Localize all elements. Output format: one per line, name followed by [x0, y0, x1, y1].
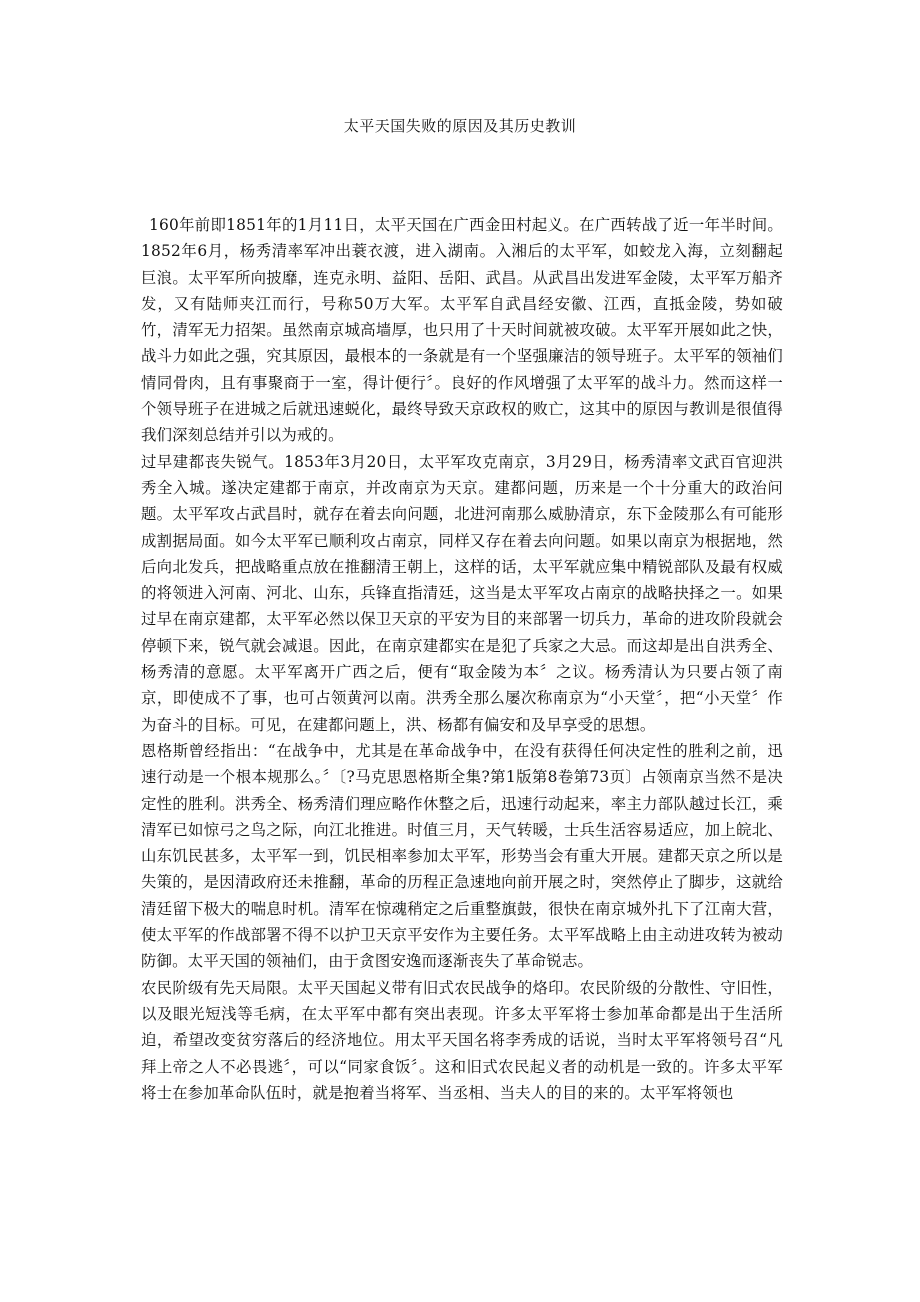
paragraph-early-capital: 过早建都丧失锐气。1853年3月20日，太平军攻克南京，3月29日，杨秀清率文武百官迎洪秀全入城。遂决定建都于南京，并改南京为天京。建都问题，历来是一个十分重大的政治问题。太平军攻占武昌时，就存在着去向问题，北进河南那么威胁清京，东下金陵那么有可能形成割据局面。如今太平军已顺利攻占南京，同样又存在着去向问题。如果以南京为根据地，然后向北发兵，把战略重点放在推翻清王朝上，这样的话，太平军就应集中精锐部队及最有权威的将领进入河南、河北、山东，兵锋直指清廷，这当是太平军攻占南京的战略抉择之一。如果过早在南京建都，太平军必然以保卫天京的平安为目的来部署一切兵力，革命的进攻阶段就会停顿下来，锐气就会减退。因此，在南京建都实在是犯了兵家之大忌。而这却是出自洪秀全、杨秀清的意愿。太平军离开广西之后，便有“取金陵为本〞之议。杨秀清认为只要占领了南京，即使成不了事，也可占领黄河以南。洪秀全那么屡次称南京为“小天堂〞，把“小天堂〞作为奋斗的目标。可见，在建都问题上，洪、杨都有偏安和及早享受的思想。 [141, 452, 783, 734]
paragraph-peasant-limits: 农民阶级有先天局限。太平天国起义带有旧式农民战争的烙印。农民阶级的分散性、守旧性，以及眼光短浅等毛病，在太平军中都有突出表现。许多太平军将士参加革命都是出于生活所迫，希望改变贫穷落后的经济地位。用太平天国名将李秀成的话说，当时太平军将领号召“凡拜上帝之人不必畏逃〞，可以“同家食饭〞。这和旧式农民起义者的动机是一致的。许多太平军将士在参加革命队伍时，就是抱着当将军、当丞相、当夫人的目的来的。太平军将领也 [141, 978, 783, 1102]
document-title: 太平天国失败的原因及其历史教训 [343, 117, 577, 135]
paragraph-intro: 160年前即1851年的1月11日，太平天国在广西金田村起义。在广西转战了近一年半时间。1852年6月，杨秀清率军冲出蓑衣渡，进入湖南。入湘后的太平军，如蛟龙入海，立刻翻起巨浪。太平军所向披靡，连克永明、益阳、岳阳、武昌。从武昌出发进军金陵，太平军万船齐发，又有陆师夹江而行，号称50万大军。太平军自武昌经安徽、江西，直抵金陵，势如破竹，清军无力招架。虽然南京城高墙厚，也只用了十天时间就被攻破。太平军开展如此之快，战斗力如此之强，究其原因，最根本的一条就是有一个坚强廉洁的领导班子。太平军的领袖们情同骨肉，且有事聚商于一室，得计便行〞。良好的作风增强了太平军的战斗力。然而这样一个领导班子在进城之后就迅速蜕化，最终导致天京政权的败亡，这其中的原因与教训是很值得我们深刻总结并引以为戒的。 [141, 216, 783, 445]
paragraph-engels-quote: 恩格斯曾经指出：“在战争中，尤其是在革命战争中，在没有获得任何决定性的胜利之前，迅速行动是一个根本规那么。〞〔?马克思恩格斯全集?第1版第8卷第73页〕占领南京当然不是决定性的胜利。洪秀全、杨秀清们理应略作休整之后，迅速行动起来，率主力部队越过长江，乘清军已如惊弓之鸟之际，向江北推进。时值三月，天气转暖，士兵生活容易适应，加上皖北、山东饥民甚多，太平军一到，饥民相率参加太平军，形势当会有重大开展。建都天京之所以是失策的，是因清政府还未推翻，革命的历程正急速地向前开展之时，突然停止了脚步，这就给清廷留下极大的喘息时机。清军在惊魂稍定之后重整旗鼓，很快在南京城外扎下了江南大营，使太平军的作战部署不得不以护卫天京平安作为主要任务。太平军战略上由主动进攻转为被动防御。太平天国的领袖们，由于贪图安逸而逐渐丧失了革命锐志。 [141, 741, 783, 971]
document-body [141, 212, 783, 1106]
